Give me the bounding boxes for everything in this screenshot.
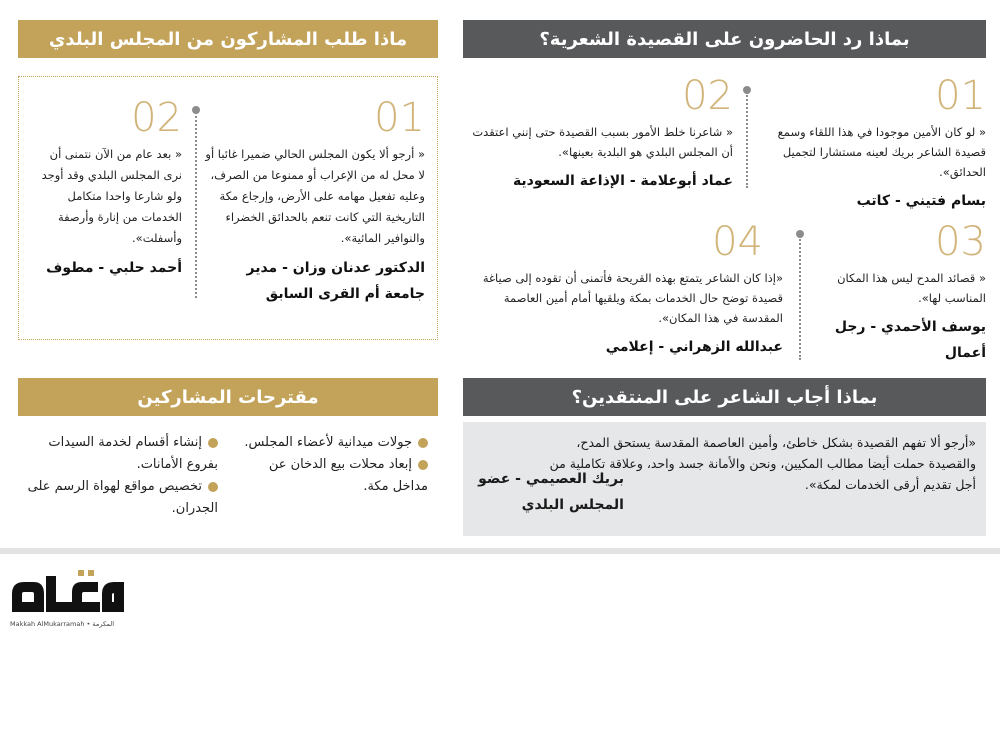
makkah-logo: [8, 564, 128, 624]
poet-answer-title: بماذا أجاب الشاعر على المنتقدين؟: [571, 386, 878, 408]
reaction-item-4-quote: «إذا كان الشاعر يتمتع بهذه القريحة فأتمنى أن تقوده إلى صياغة قصيدة توضح حال الخدمات بمكة ويلقيها أمام أمين العاصمة المقدسة في هذا المكان».: [482, 271, 783, 325]
reaction-item-4-name: عبدالله الزهراني - إعلامي: [605, 339, 783, 355]
suggestion-item: [232, 432, 428, 454]
reaction-item-1-quote: « لو كان الأمين موجودا في هذا اللقاء وسمع قصيدة الشاعر بريك لعينه مستشارا لتجميل الحدائق».: [777, 125, 986, 179]
reaction-item-1-number: 01: [935, 73, 986, 119]
request-item-1: [205, 95, 425, 307]
footer-divider: [0, 548, 1000, 554]
poet-answer-name: [474, 466, 624, 518]
suggestion-item: [232, 454, 428, 498]
suggestion-text: إنشاء أقسام لخدمة السيدات بفروع الأمانات.: [48, 435, 218, 472]
suggestions-title: مقترحات المشاركين: [137, 386, 319, 408]
reaction-divider-2: [799, 236, 801, 360]
logo-subtitle: Makkah AlMukarramah • المكرمة: [10, 620, 115, 628]
request-item-2-number: 02: [131, 95, 182, 141]
request-divider-1: [195, 112, 197, 298]
reaction-item-4-number: 04: [712, 219, 763, 265]
poet-answer-title-bar: [463, 378, 986, 416]
suggestion-text: إبعاد محلات بيع الدخان عن مداخل مكة.: [268, 457, 428, 494]
request-item-2: [32, 95, 182, 281]
suggestion-item: [22, 476, 218, 520]
request-item-1-quote: « أرجو ألا يكون المجلس الحالي ضميرا غائبا أو لا محل له من الإعراب أو ممنوعا من الصرف، وعليه تفعيل مهامه على الأرض، وإرجاع مكة التاريخية التي كانت تنعم بالحدائق الخضراء والنوافير المائية».: [205, 147, 425, 245]
reaction-item-3-name: يوسف الأحمدي - رجل أعمال: [834, 319, 986, 361]
request-item-1-name: الدكتور عدنان وزان - مدير جامعة أم القرى السابق: [246, 260, 425, 302]
suggestions-col-left: [22, 432, 218, 520]
request-item-2-name: أحمد حلبي - مطوف: [46, 260, 182, 276]
suggestions-col-right: [232, 432, 428, 498]
suggestion-text: تخصيص مواقع لهواة الرسم على الجدران.: [27, 479, 218, 516]
reaction-item-2-quote: « شاعرنا خلط الأمور بسبب القصيدة حتى إنني اعتقدت أن المجلس البلدي هو البلدية بعينها».: [472, 125, 733, 159]
reaction-item-2-number: 02: [682, 73, 733, 119]
bullet-icon: [208, 482, 218, 492]
reaction-item-1-name: بسام فتيني - كاتب: [856, 193, 986, 209]
bullet-icon: [208, 438, 218, 448]
poem-reaction-title-bar: [463, 20, 986, 58]
request-item-1-number: 01: [374, 95, 425, 141]
reaction-item-1: [770, 73, 986, 214]
bullet-icon: [418, 460, 428, 470]
reaction-divider-1: [746, 92, 748, 188]
reaction-item-2: [463, 73, 733, 194]
poet-answer-quote-text: «أرجو ألا تفهم القصيدة بشكل خاطئ، وأمين العاصمة المقدسة يستحق المدح، والقصيدة حملت أيضا مطالب المكيين، ونحن والأمانة جسد واحد، وعلاقة تكاملية من أجل تقديم أرقى الخدمات لمكة».: [549, 435, 976, 492]
reaction-item-3-quote: « قصائد المدح ليس هذا المكان المناسب لها».: [837, 271, 986, 305]
request-item-2-quote: « بعد عام من الآن نتمنى أن نرى المجلس البلدي وقد أوجد ولو شارعا واحدا متكامل الخدمات من إنارة وأرصفة وأسفلت».: [41, 147, 182, 245]
suggestion-text: جولات ميدانية لأعضاء المجلس.: [244, 435, 412, 450]
poem-reaction-title: بماذا رد الحاضرون على القصيدة الشعرية؟: [539, 28, 910, 50]
reaction-item-3-number: 03: [935, 219, 986, 265]
reaction-item-3: [818, 219, 986, 366]
participants-request-title-bar: [18, 20, 438, 58]
reaction-item-2-name: عماد أبوعلامة - الإذاعة السعودية: [512, 173, 733, 189]
participants-request-title: ماذا طلب المشاركون من المجلس البلدي: [48, 28, 408, 50]
reaction-item-4: [463, 219, 783, 360]
suggestion-item: [22, 432, 218, 476]
suggestions-title-bar: [18, 378, 438, 416]
poet-answer-name-text: بريك العصيمي - عضو المجلس البلدي: [478, 471, 624, 513]
bullet-icon: [418, 438, 428, 448]
